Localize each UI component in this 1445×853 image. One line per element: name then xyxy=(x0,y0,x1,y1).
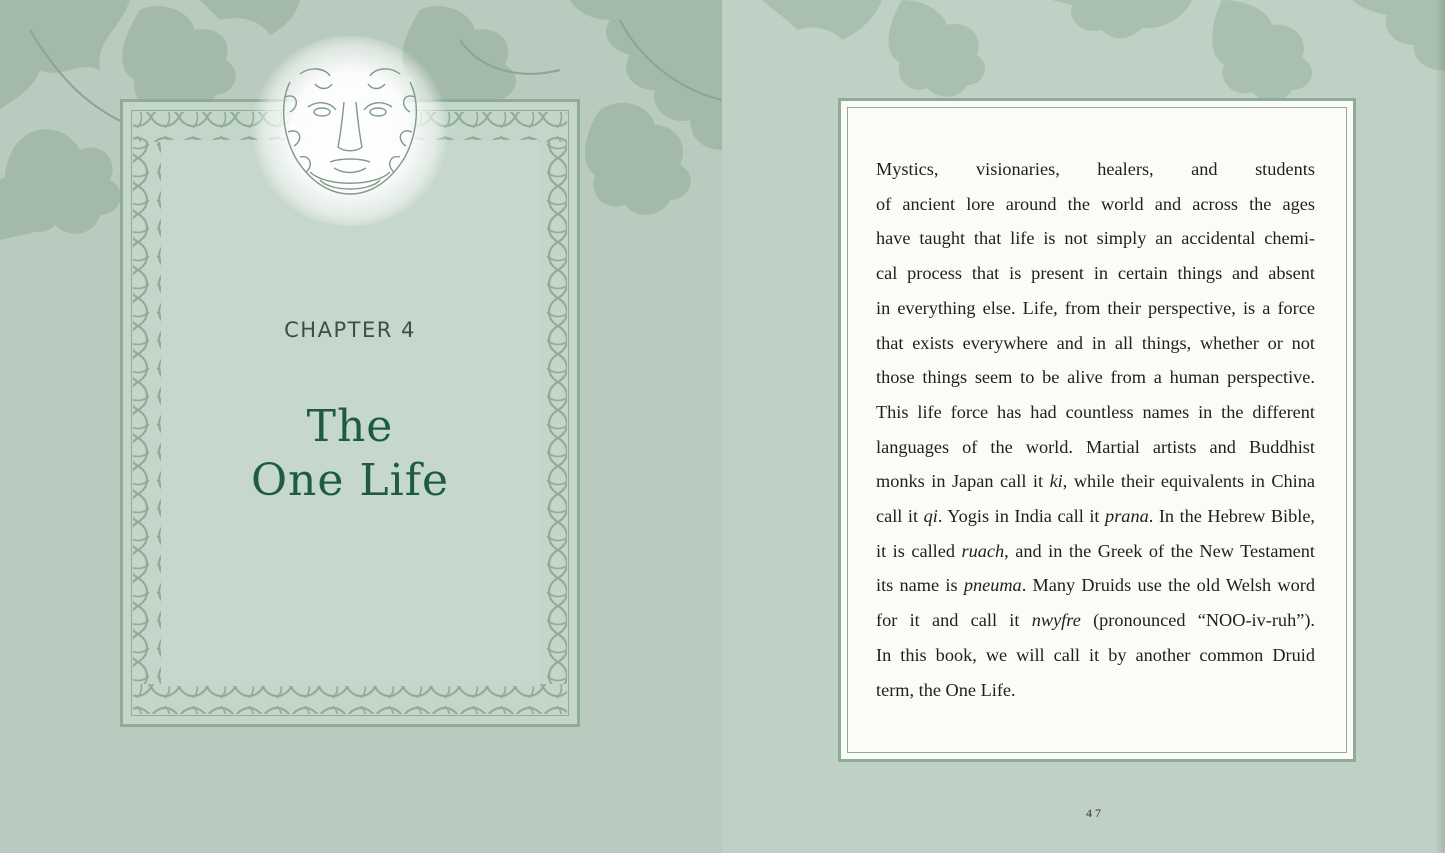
body-line: for it and call it nwyfre (pronounced “NOO-iv-ruh”). xyxy=(876,610,1315,631)
chapter-label: CHAPTER 4 xyxy=(284,318,416,342)
italic-term: prana xyxy=(1105,506,1149,527)
book-gutter xyxy=(1436,0,1445,853)
body-line: those things seem to be alive from a human perspective. xyxy=(876,367,1315,388)
oak-leaf-background-right xyxy=(722,0,1445,110)
italic-term: qi xyxy=(923,506,938,527)
left-page xyxy=(0,0,722,853)
body-line: call it qi. Yogis in India call it prana. In the Hebrew Bible, xyxy=(876,506,1315,527)
body-line: of ancient lore around the world and across the ages xyxy=(876,193,1315,214)
italic-term: nwyfre xyxy=(1031,610,1081,631)
chapter-title-line-1: The xyxy=(306,401,394,452)
body-line: its name is pneuma. Many Druids use the old Welsh word xyxy=(876,575,1315,596)
body-line: languages of the world. Martial artists and Buddhist xyxy=(876,436,1315,457)
body-line: have taught that life is not simply an accidental chemi- xyxy=(876,228,1315,249)
body-line: cal process that is present in certain things and absent xyxy=(876,263,1315,284)
italic-term: ruach xyxy=(961,540,1005,561)
body-line: in everything else. Life, from their perspective, is a force xyxy=(876,297,1315,318)
body-text xyxy=(876,152,1315,707)
italic-term: pneuma xyxy=(963,575,1022,596)
body-line: that exists everywhere and in all things, whether or not xyxy=(876,332,1315,353)
green-man-face-icon xyxy=(270,62,430,202)
body-line: monks in Japan call it ki, while their equivalents in China xyxy=(876,471,1316,492)
body-line: Mystics, visionaries, healers, and students xyxy=(876,159,1315,179)
body-line: term, the One Life. xyxy=(876,679,1016,700)
body-line: This life force has had countless names in the different xyxy=(876,401,1315,422)
chapter-title-line-2: One Life xyxy=(250,455,450,506)
body-line: In this book, we will call it by another common Druid xyxy=(876,644,1315,665)
page-number: 47 xyxy=(1086,806,1104,820)
italic-term: ki xyxy=(1049,471,1063,492)
body-line: it is called ruach, and in the Greek of the New Testament xyxy=(876,540,1315,561)
chapter-title xyxy=(120,400,580,508)
